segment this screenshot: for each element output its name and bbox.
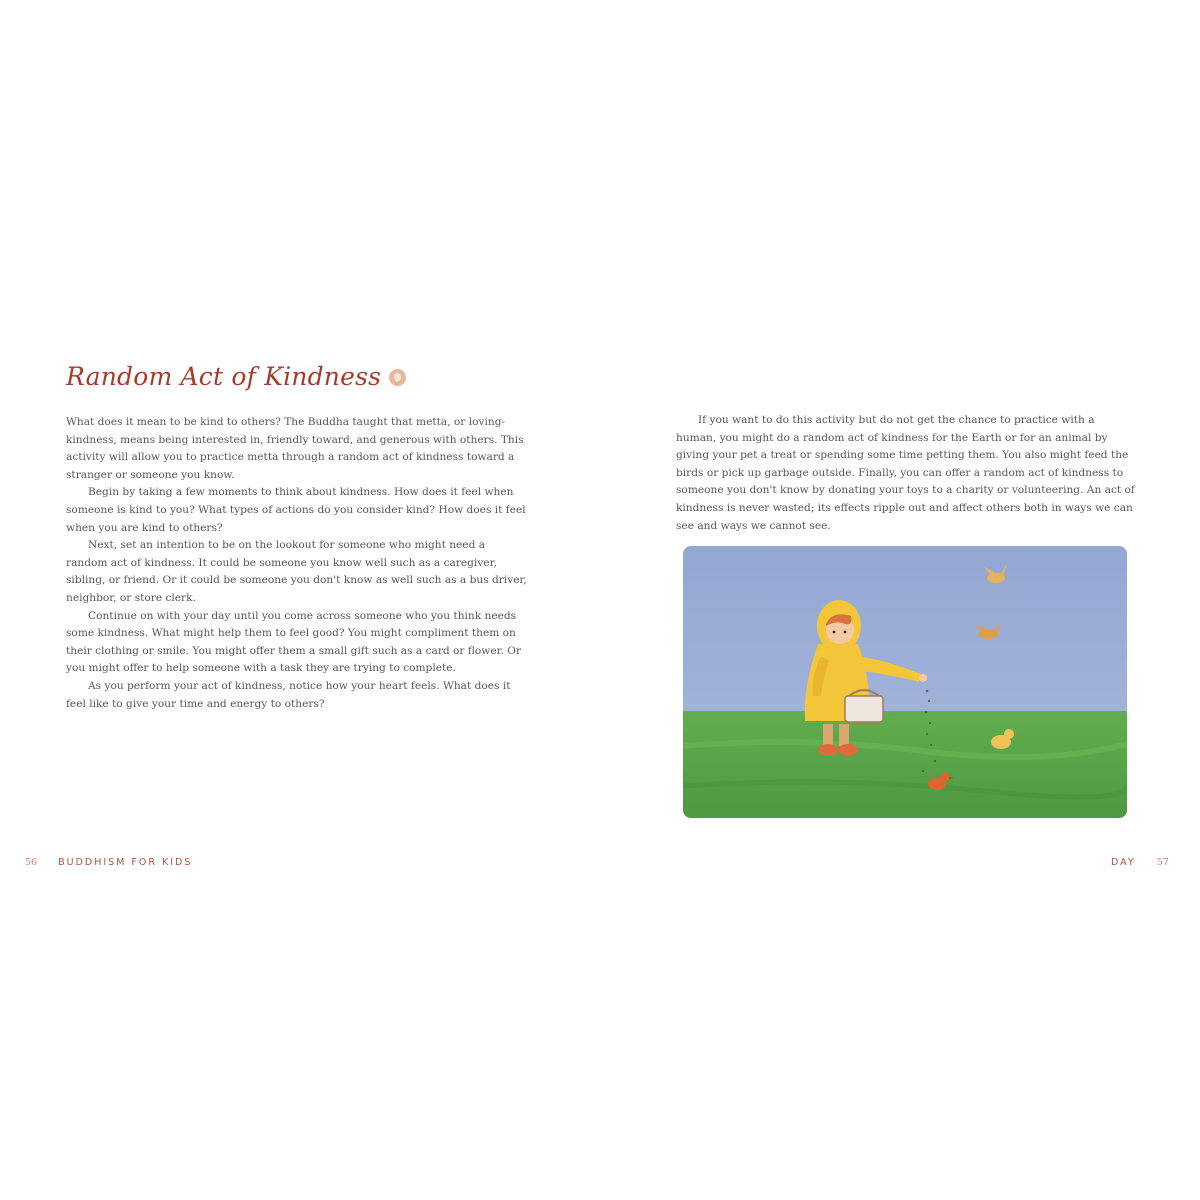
activity-title-text: Random Act of Kindness xyxy=(66,362,382,391)
illustration-drawing xyxy=(683,546,1127,818)
left-running-head: BUDDHISM FOR KIDS xyxy=(58,857,193,868)
paragraph: What does it mean to be kind to others? The Buddha taught that metta, or loving-kindness, means being interested in, friendly toward, and generous with others. This activity will allow you to practice metta through a random act of kindness toward a stranger or someone you know. xyxy=(66,416,524,481)
grass xyxy=(683,711,1127,818)
left-page-number: 56 xyxy=(25,857,38,868)
left-folio xyxy=(25,857,192,868)
left-page-body xyxy=(66,414,528,713)
right-running-head: DAY xyxy=(1111,857,1136,868)
right-page-body xyxy=(676,412,1136,535)
heart-badge-icon xyxy=(389,369,406,386)
right-folio xyxy=(1111,857,1169,868)
paragraph: Continue on with your day until you come across someone who you think needs some kindness. What might help them to feel good? You might compliment them on their clothing or smile. You might offer them a small gift such as a card or flower. Or you might offer to help someone with a task they are trying to complete. xyxy=(66,609,522,675)
paragraph: Begin by taking a few moments to think about kindness. How does it feel when someone is kind to you? What types of actions do you consider kind? How does it feel when you are kind to others? xyxy=(66,486,526,534)
activity-title xyxy=(66,362,406,391)
paragraph: If you want to do this activity but do not get the chance to practice with a human, you might do a random act of kindness for the Earth or for an animal by giving your pet a treat or spending some time petting them. You also might feed the birds or pick up garbage outside. Finally, you can offer a random act of kindness to someone you don't know by donating your toys to a charity or volunteering. An act of kindness is never wasted; its effects ripple out and affect others both in ways we can see and ways we cannot see. xyxy=(676,414,1135,532)
right-page-number: 57 xyxy=(1156,857,1169,868)
paragraph: Next, set an intention to be on the lookout for someone who might need a random act of kindness. It could be someone you know well such as a caregiver, sibling, or friend. Or it could be someone you don't know as well such as a bus driver, neighbor, or store clerk. xyxy=(66,539,527,604)
child-feeding-birds-illustration xyxy=(683,546,1127,818)
paragraph: As you perform your act of kindness, notice how your heart feels. What does it feel like to give your time and energy to others? xyxy=(66,679,511,710)
